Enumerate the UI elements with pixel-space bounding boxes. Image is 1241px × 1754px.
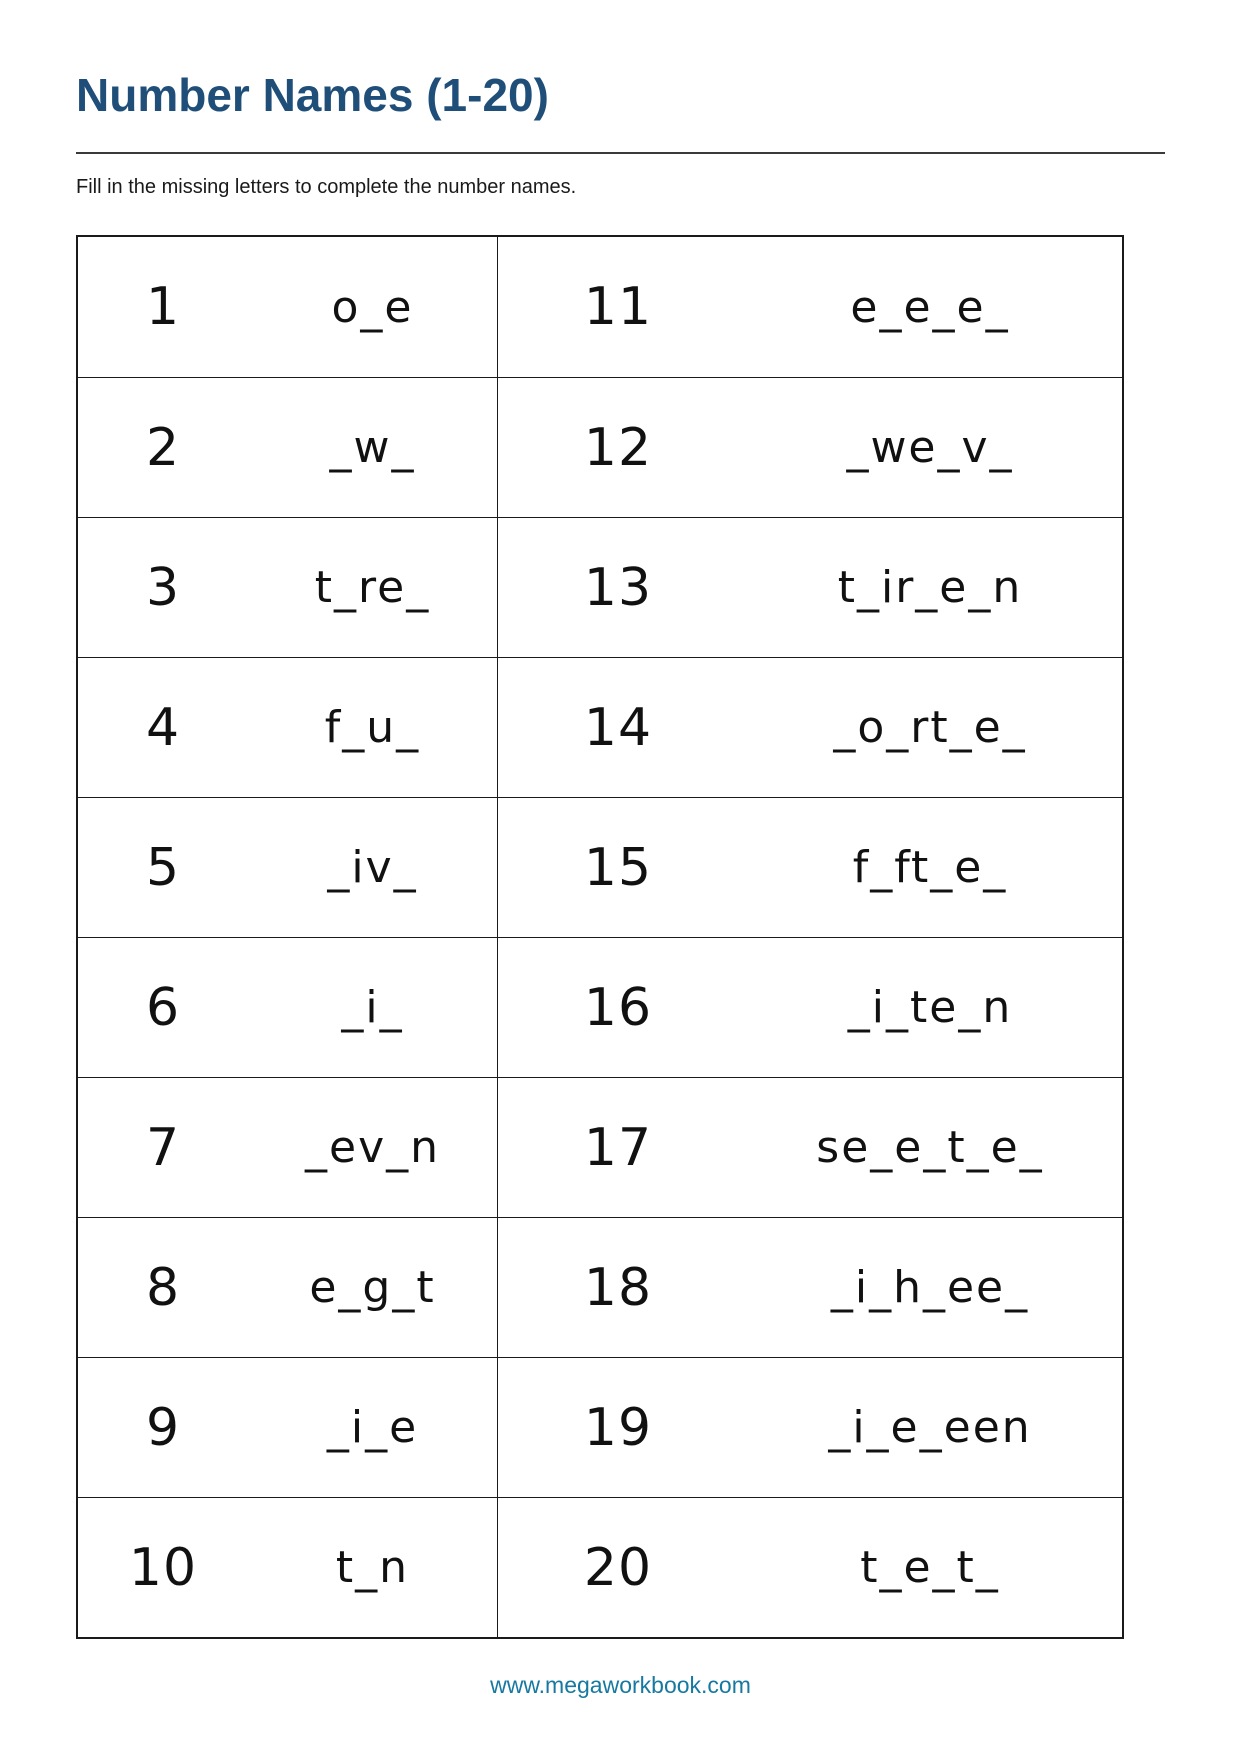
cell-number-7 xyxy=(78,1078,498,1217)
number-label: 6 xyxy=(145,977,181,1038)
cell-number-1 xyxy=(78,237,498,377)
number-label: 11 xyxy=(583,277,653,337)
table-row xyxy=(78,377,1122,517)
cell-number-9 xyxy=(78,1358,498,1497)
footer xyxy=(0,1672,1241,1699)
number-label: 18 xyxy=(583,1257,653,1318)
word-blank: _o_rt_e_ xyxy=(833,702,1027,753)
word-blank: _i_h_ee_ xyxy=(830,1262,1030,1313)
table-row xyxy=(78,1357,1122,1497)
website-link[interactable]: www.megaworkbook.com xyxy=(490,1672,751,1698)
word-blank: f_ft_e_ xyxy=(852,842,1008,893)
number-label: 5 xyxy=(145,837,181,898)
cell-number-12 xyxy=(498,378,1122,517)
table-row xyxy=(78,937,1122,1077)
word-blank: t_ir_e_n xyxy=(837,562,1023,613)
number-label: 17 xyxy=(583,1117,653,1178)
number-label: 16 xyxy=(583,977,653,1038)
word-blank: t_n xyxy=(335,1542,410,1593)
cell-number-20 xyxy=(498,1498,1122,1637)
word-blank: _we_v_ xyxy=(846,422,1014,473)
word-blank: e_g_t xyxy=(309,1262,436,1313)
number-label: 1 xyxy=(145,277,181,337)
table-row xyxy=(78,237,1122,377)
cell-number-19 xyxy=(498,1358,1122,1497)
number-label: 7 xyxy=(145,1117,181,1178)
word-blank: f_u_ xyxy=(324,702,421,753)
word-blank: _i_te_n xyxy=(847,982,1013,1033)
word-blank: _i_e xyxy=(326,1402,419,1453)
table-row xyxy=(78,1077,1122,1217)
number-label: 19 xyxy=(583,1397,653,1458)
number-label: 12 xyxy=(583,417,653,478)
cell-number-3 xyxy=(78,518,498,657)
cell-number-11 xyxy=(498,237,1122,377)
number-names-table xyxy=(76,235,1124,1639)
cell-number-13 xyxy=(498,518,1122,657)
cell-number-6 xyxy=(78,938,498,1077)
cell-number-5 xyxy=(78,798,498,937)
number-label: 2 xyxy=(145,417,181,478)
word-blank: _ev_n xyxy=(305,1122,440,1173)
word-blank: t_re_ xyxy=(314,562,431,613)
number-label: 3 xyxy=(145,557,181,618)
table-row xyxy=(78,1217,1122,1357)
table-row xyxy=(78,517,1122,657)
word-blank: _i_e_een xyxy=(828,1402,1032,1453)
word-blank: o_e xyxy=(331,281,414,333)
cell-number-10 xyxy=(78,1498,498,1637)
number-label: 4 xyxy=(145,697,181,758)
title-divider xyxy=(76,152,1165,154)
page-title: Number Names (1-20) xyxy=(76,69,549,121)
cell-number-17 xyxy=(498,1078,1122,1217)
number-label: 10 xyxy=(128,1537,198,1598)
cell-number-14 xyxy=(498,658,1122,797)
word-blank: se_e_t_e_ xyxy=(816,1122,1044,1173)
word-blank: e_e_e_ xyxy=(850,281,1010,333)
number-label: 13 xyxy=(583,557,653,618)
cell-number-18 xyxy=(498,1218,1122,1357)
table-row xyxy=(78,657,1122,797)
table-row xyxy=(78,797,1122,937)
word-blank: t_e_t_ xyxy=(860,1542,1000,1593)
number-label: 9 xyxy=(145,1397,181,1458)
cell-number-8 xyxy=(78,1218,498,1357)
number-label: 20 xyxy=(583,1537,653,1598)
number-label: 14 xyxy=(583,697,653,758)
number-label: 15 xyxy=(583,837,653,898)
cell-number-4 xyxy=(78,658,498,797)
number-label: 8 xyxy=(145,1257,181,1318)
instruction-text: Fill in the missing letters to complete the number names. xyxy=(76,176,577,198)
cell-number-16 xyxy=(498,938,1122,1077)
table-row xyxy=(78,1497,1122,1637)
word-blank: _w_ xyxy=(329,422,416,473)
word-blank: _i_ xyxy=(341,982,404,1033)
word-blank: _iv_ xyxy=(327,842,418,893)
cell-number-2 xyxy=(78,378,498,517)
cell-number-15 xyxy=(498,798,1122,937)
